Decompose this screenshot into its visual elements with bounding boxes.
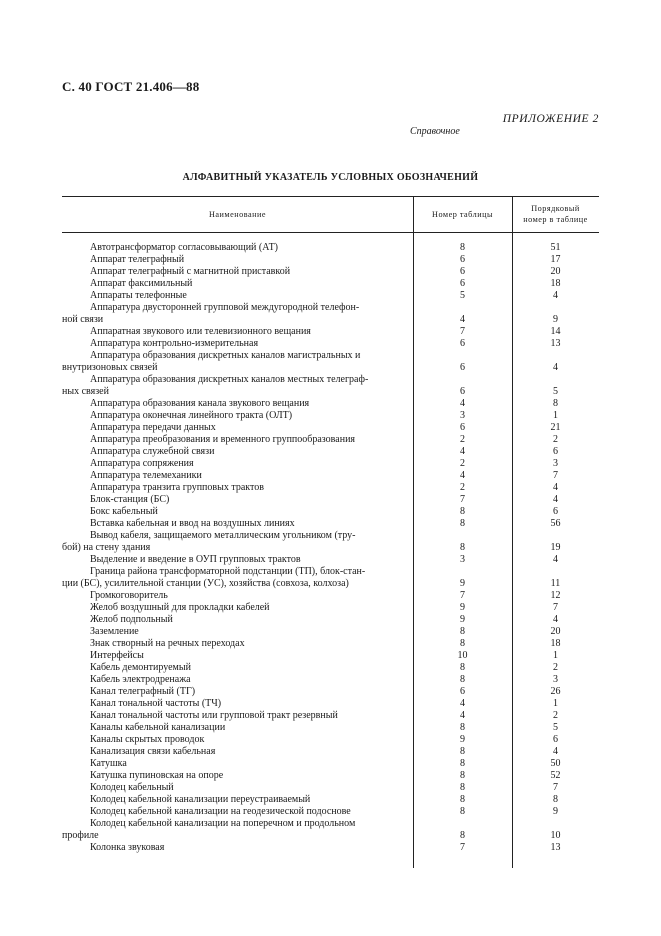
table-number: 8 [460, 806, 465, 817]
table-row [62, 758, 599, 770]
order-number: 19 [550, 542, 561, 553]
order-number: 21 [550, 422, 561, 433]
entry-name: Канализация связи кабельная [90, 746, 216, 757]
reference-label: Справочное [410, 126, 460, 137]
table-row [62, 338, 599, 350]
order-number: 4 [553, 614, 558, 625]
document-title: АЛФАВИТНЫЙ УКАЗАТЕЛЬ УСЛОВНЫХ ОБОЗНАЧЕНИЙ [182, 172, 479, 183]
table-number: 8 [460, 770, 465, 781]
table-number: 6 [460, 266, 465, 277]
entry-name: Катушка пупиновская на опоре [90, 770, 224, 781]
table-number: 8 [460, 758, 465, 769]
entry-name: Аппаратура двусторонней групповой междугородной телефон- ной связи [62, 302, 360, 325]
entry-name: Желоб подпольный [90, 614, 173, 625]
table-row [62, 266, 599, 278]
order-number: 18 [550, 638, 561, 649]
entry-name: Аппаратура контрольно-измерительная [90, 338, 259, 349]
entry-name: Катушка [90, 758, 127, 769]
table-row [62, 494, 599, 506]
entry-name: Аппаратная звукового или телевизионного вещания [90, 326, 311, 337]
table-number: 4 [460, 314, 465, 325]
column-header-name: Наименование [208, 209, 266, 219]
table-number: 6 [460, 254, 465, 265]
table-number: 8 [460, 542, 465, 553]
entry-name: Аппаратура передачи данных [90, 422, 216, 433]
order-number: 6 [553, 506, 558, 517]
table-row [62, 518, 599, 530]
entry-name: Канал тональной частоты или групповой тракт резервный [90, 710, 338, 721]
table-header-rule [62, 232, 599, 233]
entry-name: Громкоговоритель [90, 590, 168, 601]
table-number: 3 [460, 410, 465, 421]
entry-name: Аппаратура служебной связи [90, 446, 215, 457]
table-row [62, 566, 599, 590]
table-number: 10 [457, 650, 468, 661]
entry-name: Вывод кабеля, защищаемого металлическим угольником (тру- бой) на стену здания [62, 530, 356, 553]
table-number: 4 [460, 446, 465, 457]
order-number: 17 [550, 254, 561, 265]
table-row [62, 254, 599, 266]
table-number: 4 [460, 698, 465, 709]
entry-name: Колонка звуковая [90, 842, 165, 853]
appendix-label: ПРИЛОЖЕНИЕ 2 [502, 113, 599, 125]
table-number: 8 [460, 674, 465, 685]
table-row [62, 554, 599, 566]
order-number: 1 [553, 650, 558, 661]
table-row [62, 326, 599, 338]
table-row [62, 242, 599, 254]
order-number: 26 [550, 686, 561, 697]
order-number: 13 [550, 338, 561, 349]
table-row [62, 842, 599, 854]
entry-name: Каналы кабельной канализации [90, 722, 226, 733]
table-row [62, 458, 599, 470]
order-number: 6 [553, 446, 558, 457]
table-number: 2 [460, 434, 465, 445]
table-number: 6 [460, 278, 465, 289]
entry-name: Выделение и введение в ОУП групповых трактов [90, 554, 301, 565]
order-number: 7 [553, 602, 558, 613]
order-number: 9 [553, 806, 558, 817]
table-number: 8 [460, 746, 465, 757]
table-number: 6 [460, 386, 465, 397]
order-number: 1 [553, 410, 558, 421]
order-number: 9 [553, 314, 558, 325]
table-row [62, 290, 599, 302]
entry-name: Интерфейсы [90, 650, 144, 661]
table-row [62, 638, 599, 650]
order-number: 5 [553, 722, 558, 733]
index-table [62, 196, 599, 868]
entry-name: Кабель демонтируемый [90, 662, 191, 673]
order-number: 10 [550, 830, 561, 841]
table-row [62, 350, 599, 374]
order-number: 4 [553, 494, 558, 505]
table-number: 9 [460, 578, 465, 589]
entry-name: Вставка кабельная и ввод на воздушных линиях [90, 518, 295, 529]
table-number: 8 [460, 626, 465, 637]
entry-name: Аппаратура оконечная линейного тракта (ОЛТ) [90, 410, 293, 421]
order-number: 2 [553, 710, 558, 721]
table-number: 7 [460, 842, 465, 853]
entry-name: Колодец кабельной канализации на поперечном и продольном профиле [62, 818, 356, 841]
entry-name: Желоб воздушный для прокладки кабелей [90, 602, 270, 613]
table-number: 6 [460, 338, 465, 349]
table-row [62, 410, 599, 422]
order-number: 14 [550, 326, 561, 337]
order-number: 12 [550, 590, 561, 601]
order-number: 4 [553, 482, 558, 493]
entry-name: Блок-станция (БС) [90, 494, 170, 505]
table-row [62, 698, 599, 710]
order-number: 7 [553, 782, 558, 793]
table-number: 4 [460, 470, 465, 481]
entry-name: Граница района трансформаторной подстанции (ТП), блок-стан- ции (БС), усилительной станции (УС), хозяйства (совхоза, колхоза) [62, 566, 366, 589]
table-number: 8 [460, 722, 465, 733]
table-number: 9 [460, 602, 465, 613]
order-number: 4 [553, 746, 558, 757]
table-number: 8 [460, 782, 465, 793]
entry-name: Аппарат телеграфный [90, 254, 185, 265]
table-row [62, 626, 599, 638]
table-row [62, 806, 599, 818]
entry-name: Автотрансформатор согласовывающий (АТ) [90, 242, 279, 253]
table-number: 9 [460, 734, 465, 745]
entry-name: Аппарат телеграфный с магнитной приставкой [90, 266, 291, 277]
order-number: 51 [550, 242, 561, 253]
table-row [62, 590, 599, 602]
page-header-title: С. 40 ГОСТ 21.406—88 [62, 79, 200, 94]
table-number: 7 [460, 494, 465, 505]
entry-name: Аппаратура образования дискретных каналов магистральных и внутризоновых связей [62, 350, 361, 373]
table-number: 8 [460, 794, 465, 805]
table-row [62, 602, 599, 614]
entry-name: Аппаратура преобразования и временного группообразования [90, 434, 356, 445]
table-number: 3 [460, 554, 465, 565]
table-number: 2 [460, 482, 465, 493]
table-row [62, 374, 599, 398]
table-row [62, 770, 599, 782]
order-number: 52 [550, 770, 561, 781]
entry-name: Кабель электродренажа [90, 674, 191, 685]
table-row [62, 794, 599, 806]
table-row [62, 734, 599, 746]
entry-name: Колодец кабельной канализации переустраиваемый [90, 794, 311, 805]
table-number: 2 [460, 458, 465, 469]
table-number: 8 [460, 638, 465, 649]
entry-name: Аппаратура транзита групповых трактов [90, 482, 264, 493]
order-number: 13 [550, 842, 561, 853]
table-number: 4 [460, 710, 465, 721]
table-row [62, 398, 599, 410]
table-number: 7 [460, 326, 465, 337]
table-row [62, 278, 599, 290]
table-row [62, 434, 599, 446]
entry-name: Аппаратура образования дискретных каналов местных телеграф- ных связей [62, 374, 369, 397]
table-number: 7 [460, 590, 465, 601]
table-number: 8 [460, 518, 465, 529]
table-number: 5 [460, 290, 465, 301]
table-row [62, 302, 599, 326]
order-number: 3 [553, 458, 558, 469]
entry-name: Каналы скрытых проводок [90, 734, 205, 745]
table-row [62, 674, 599, 686]
table-number: 8 [460, 662, 465, 673]
entry-name: Аппаратура телемеханики [90, 470, 202, 481]
table-row [62, 818, 599, 842]
order-number: 6 [553, 734, 558, 745]
table-row [62, 722, 599, 734]
order-number: 4 [553, 554, 558, 565]
table-number: 6 [460, 362, 465, 373]
table-number: 8 [460, 506, 465, 517]
table-row [62, 446, 599, 458]
order-number: 11 [550, 578, 561, 589]
order-number: 50 [550, 758, 561, 769]
entry-name: Канал тональной частоты (ТЧ) [90, 698, 222, 709]
order-number: 8 [553, 794, 558, 805]
table-row [62, 650, 599, 662]
order-number: 2 [553, 434, 558, 445]
table-row [62, 614, 599, 626]
table-number: 9 [460, 614, 465, 625]
entry-name: Заземление [90, 626, 139, 637]
entry-name: Аппаратура образования канала звукового вещания [90, 398, 310, 409]
table-row [62, 530, 599, 554]
entry-name: Канал телеграфный (ТГ) [90, 686, 196, 697]
column-header-order: Порядковый номер в таблице [523, 204, 588, 224]
order-number: 2 [553, 662, 558, 673]
order-number: 4 [553, 362, 558, 373]
table-row [62, 470, 599, 482]
order-number: 1 [553, 698, 558, 709]
order-number: 8 [553, 398, 558, 409]
order-number: 4 [553, 290, 558, 301]
table-number: 8 [460, 242, 465, 253]
table-row [62, 506, 599, 518]
order-number: 18 [550, 278, 561, 289]
entry-name: Колодец кабельный [90, 782, 174, 793]
entry-name: Знак створный на речных переходах [90, 638, 245, 649]
table-number: 6 [460, 422, 465, 433]
table-row [62, 662, 599, 674]
entry-name: Бокс кабельный [90, 506, 158, 517]
table-row [62, 710, 599, 722]
table-number: 8 [460, 830, 465, 841]
table-number: 4 [460, 398, 465, 409]
order-number: 20 [550, 626, 561, 637]
entry-name: Аппараты телефонные [90, 290, 187, 301]
table-row [62, 422, 599, 434]
column-header-table: Номер таблицы [432, 209, 493, 219]
table-row [62, 746, 599, 758]
entry-name: Колодец кабельной канализации на геодезической подоснове [90, 806, 351, 817]
entry-name: Аппаратура сопряжения [90, 458, 194, 469]
table-row [62, 782, 599, 794]
order-number: 20 [550, 266, 561, 277]
entry-name: Аппарат факсимильный [90, 278, 193, 289]
order-number: 5 [553, 386, 558, 397]
order-number: 3 [553, 674, 558, 685]
table-number: 6 [460, 686, 465, 697]
table-row [62, 686, 599, 698]
table-row [62, 482, 599, 494]
order-number: 56 [550, 518, 561, 529]
table-body [62, 242, 599, 854]
order-number: 7 [553, 470, 558, 481]
